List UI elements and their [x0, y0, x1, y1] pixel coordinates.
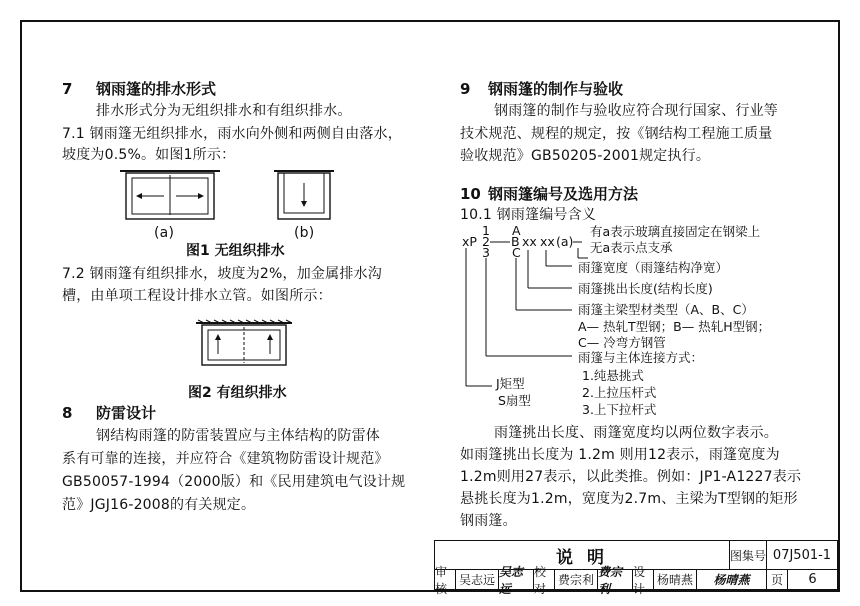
check-signature: 费宗利: [597, 569, 633, 590]
sec10-para3: 1.2m则用27表示，以此类推。例如：JP1-A1227表示: [460, 469, 802, 485]
sec8-title: 防雷设计: [96, 404, 157, 422]
code-2: 2: [482, 234, 490, 249]
shape-s: S扇型: [498, 393, 531, 408]
sec9-line1: 钢雨篷的制作与验收应符合现行国家、行业等: [494, 103, 778, 119]
note-a-with: 有a表示玻璃直接固定在钢梁上: [590, 224, 761, 239]
code-prefix: xP: [462, 234, 477, 249]
sec10-para1: 雨篷挑出长度、雨篷宽度均以两位数字表示。: [494, 425, 778, 441]
design-signature: 杨晴燕: [696, 569, 767, 590]
note-a-without: 无a表示点支承: [590, 240, 673, 255]
sec8-line3: GB50057-1994（2000版）和《民用建筑电气设计规: [62, 474, 406, 490]
sec8-line1: 钢结构雨篷的防雷装置应与主体结构的防雷体: [96, 428, 380, 444]
code-A: A: [512, 223, 521, 238]
page-label: 页: [766, 569, 788, 590]
sec10-subtitle: 10.1 钢雨篷编号含义: [460, 207, 597, 223]
label-connect: 雨篷与主体连接方式：: [578, 350, 704, 365]
fig1a-diagram: [120, 165, 220, 225]
title-block-title: 说 明: [434, 540, 730, 570]
sec7-title: 钢雨篷的排水形式: [96, 80, 217, 98]
label-width: 雨篷宽度（雨篷结构净宽）: [578, 260, 729, 275]
atlas-number: 07J501-1: [766, 540, 838, 570]
sec7-p71-line2: 坡度为0.5%。如图1所示：: [62, 147, 236, 163]
code-C: C: [512, 245, 521, 260]
review-label: 审核: [434, 569, 456, 590]
sec10-para2: 如雨篷挑出长度为 1.2m 则用12表示，雨篷宽度为: [460, 447, 780, 463]
sec7-intro: 排水形式分为无组织排水和有组织排水。: [96, 103, 352, 119]
sec9-line3: 验收规范》GB50205-2001规定执行。: [460, 148, 711, 164]
sec7-p71-line1: 7.1 钢雨篷无组织排水，雨水向外侧和两侧自由落水，: [62, 126, 402, 142]
code-leader-lines: [470, 236, 590, 416]
sec9-number: 9: [460, 80, 471, 98]
check-label: 校对: [533, 569, 555, 590]
sec8-number: 8: [62, 404, 73, 422]
label-material-ab: A— 热轧T型钢；B— 热轧H型钢；: [578, 319, 771, 334]
label-material-c: C— 冷弯方钢管: [578, 335, 666, 350]
fig1-caption: 图1 无组织排水: [186, 243, 285, 259]
review-name: 吴志远: [455, 569, 499, 590]
code-1: 1: [482, 223, 490, 238]
code-xx-width: xx: [540, 234, 555, 249]
fig1a-label: (a): [154, 225, 175, 241]
code-B: B: [511, 234, 520, 249]
sec10-para5: 钢雨篷。: [460, 513, 517, 529]
title-block: [434, 540, 838, 596]
sec8-line2: 系有可靠的连接，并应符合《建筑物防雷设计规范》: [62, 451, 389, 467]
fig1b-diagram: [274, 165, 334, 225]
sec7-number: 7: [62, 80, 73, 98]
sec10-para4: 悬挑长度为1.2m，宽度为2.7m、主梁为T型钢的矩形: [460, 491, 798, 507]
shape-j: J矩型: [496, 376, 525, 391]
code-xx-length: xx: [522, 234, 537, 249]
check-name: 费宗利: [554, 569, 598, 590]
sec8-line4: 范》JGJ16-2008的有关规定。: [62, 497, 256, 513]
fig2-caption: 图2 有组织排水: [188, 385, 287, 401]
design-name: 杨晴燕: [653, 569, 697, 590]
page-number: 6: [787, 569, 838, 590]
connect-3: 3.上下拉杆式: [582, 402, 657, 417]
design-label: 设计: [632, 569, 654, 590]
review-signature: 吴志远: [498, 569, 534, 590]
label-length: 雨篷挑出长度(结构长度): [578, 281, 713, 296]
sec7-p72-line1: 7.2 钢雨篷有组织排水，坡度为2%，加金属排水沟: [62, 266, 382, 282]
sec9-line2: 技术规范、规程的规定，按《钢结构工程施工质量: [460, 126, 773, 142]
connect-1: 1.纯悬挑式: [582, 368, 644, 383]
label-material: 雨篷主梁型材类型（A、B、C）: [578, 302, 754, 317]
sec7-p72-line2: 槽，由单项工程设计排水立管。如图所示：: [62, 288, 332, 304]
atlas-label: 图集号: [729, 540, 767, 570]
sec9-title: 钢雨篷的制作与验收: [488, 80, 624, 98]
sec10-number: 10: [460, 185, 481, 203]
fig2-diagram: [196, 318, 292, 370]
fig1b-label: (b): [294, 225, 315, 241]
sec10-title: 钢雨篷编号及选用方法: [488, 185, 639, 203]
connect-2: 2.上拉压杆式: [582, 385, 657, 400]
code-a-suffix: (a): [556, 234, 574, 249]
code-3: 3: [482, 245, 490, 260]
